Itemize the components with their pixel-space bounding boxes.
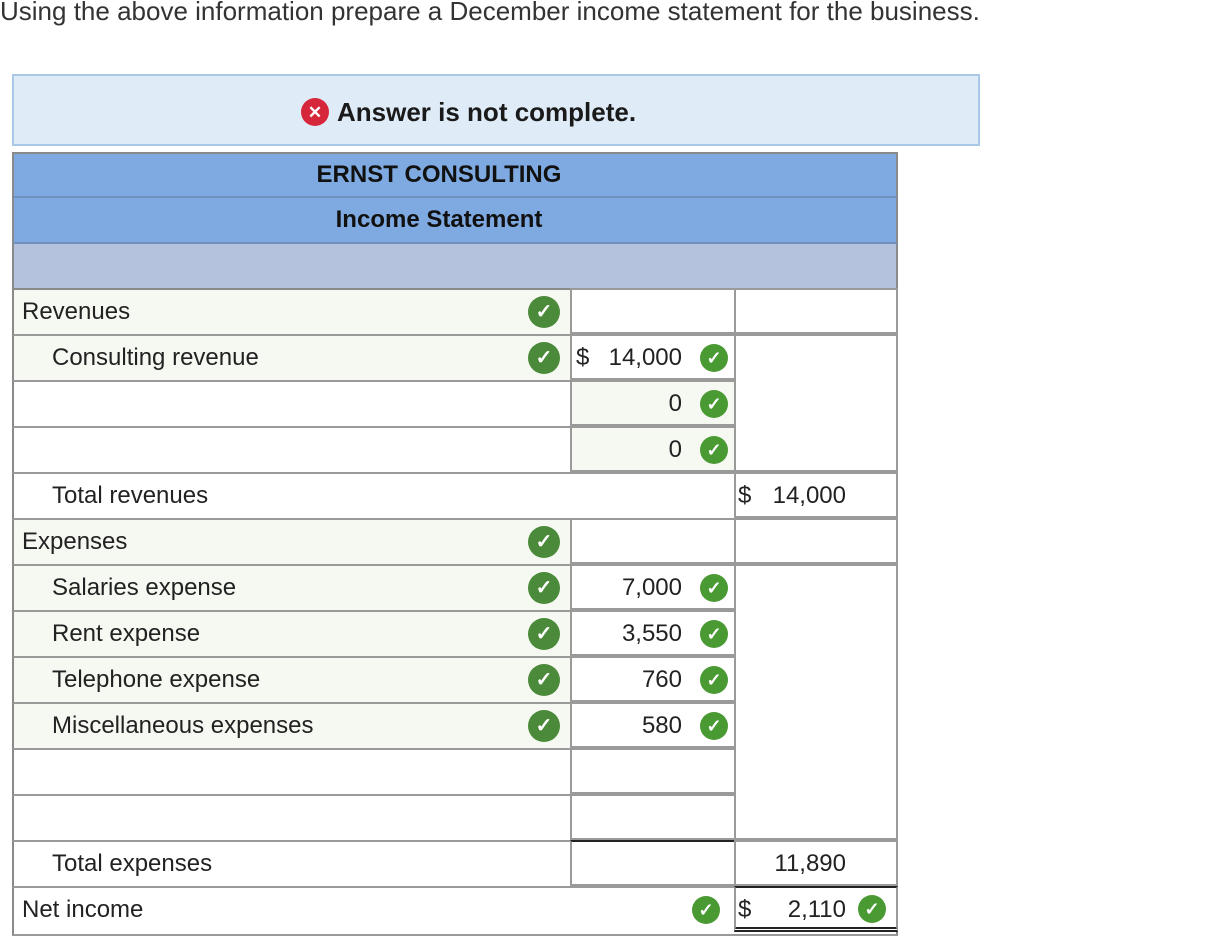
telephone-expense-value: 760 — [641, 666, 682, 693]
x-icon: ✕ — [301, 98, 329, 126]
telephone-expense-label[interactable]: Telephone expense — [52, 666, 261, 693]
amount-cell — [570, 840, 736, 886]
statement-title-row — [12, 198, 898, 244]
check-icon: ✓ — [528, 296, 560, 328]
misc-expense-value: 580 — [641, 712, 682, 739]
check-icon: ✓ — [700, 574, 728, 602]
blank-expense-amount-input[interactable] — [570, 794, 736, 840]
revenues-label[interactable]: Revenues — [22, 298, 131, 325]
net-income-input[interactable] — [734, 886, 898, 932]
total-expenses-row — [12, 842, 898, 888]
total-cell — [734, 426, 898, 472]
amount-cell — [570, 518, 736, 564]
check-icon: ✓ — [528, 618, 560, 650]
blank-revenue-amount-input[interactable] — [570, 426, 736, 472]
blank-revenue-row-1 — [12, 382, 898, 428]
statement-title: Income Statement — [335, 206, 543, 233]
total-revenues-input[interactable] — [734, 472, 898, 518]
total-cell — [734, 334, 898, 380]
net-income-value: 2,110 — [787, 896, 846, 923]
check-icon: ✓ — [700, 344, 728, 372]
net-income-row — [12, 888, 898, 936]
total-expenses-value: 11,890 — [774, 850, 846, 877]
blank-revenue-amount-input[interactable] — [570, 380, 736, 426]
misc-expense-row — [12, 704, 898, 750]
salaries-expense-label[interactable]: Salaries expense — [52, 574, 237, 601]
consulting-revenue-amount-input[interactable] — [570, 334, 736, 380]
answer-status-text: Answer is not complete. — [337, 96, 637, 127]
check-icon: ✓ — [858, 895, 886, 923]
net-income-label: Net income — [22, 896, 144, 923]
total-revenues-label: Total revenues — [52, 482, 209, 509]
rent-expense-label[interactable]: Rent expense — [52, 620, 201, 647]
total-expenses-label: Total expenses — [52, 850, 213, 877]
salaries-expense-value: 7,000 — [621, 574, 682, 601]
rent-expense-value: 3,550 — [621, 620, 682, 647]
blank-expense-amount-input[interactable] — [570, 748, 736, 794]
rent-expense-amount-input[interactable] — [570, 610, 736, 656]
answer-status-banner — [12, 74, 980, 146]
blank-revenue-row-2 — [12, 428, 898, 474]
total-cell — [734, 748, 898, 794]
dollar-sign: $ — [738, 896, 752, 923]
total-cell — [734, 564, 898, 610]
rent-expense-row — [12, 612, 898, 658]
company-name: ERNST CONSULTING — [316, 161, 562, 188]
expenses-row — [12, 520, 898, 566]
total-revenues-value: 14,000 — [772, 482, 846, 509]
check-icon: ✓ — [528, 572, 560, 604]
total-cell — [734, 794, 898, 840]
blank-expense-row-1 — [12, 750, 898, 796]
consulting-revenue-row — [12, 336, 898, 382]
salaries-expense-amount-input[interactable] — [570, 564, 736, 610]
revenues-row — [12, 290, 898, 336]
check-icon: ✓ — [528, 710, 560, 742]
check-icon: ✓ — [528, 526, 560, 558]
blank-expense-row-2 — [12, 796, 898, 842]
statement-period-row[interactable] — [12, 244, 898, 290]
telephone-expense-row — [12, 658, 898, 704]
total-cell — [734, 656, 898, 702]
check-icon: ✓ — [700, 666, 728, 694]
total-cell — [734, 518, 898, 564]
check-icon: ✓ — [700, 436, 728, 464]
total-expenses-input[interactable] — [734, 840, 898, 886]
misc-expense-amount-input[interactable] — [570, 702, 736, 748]
expenses-label[interactable]: Expenses — [22, 528, 128, 555]
check-icon: ✓ — [528, 342, 560, 374]
total-cell — [734, 610, 898, 656]
total-cell — [734, 288, 898, 334]
instruction-text: Using the above information prepare a December income statement for the business. — [0, 0, 980, 26]
company-name-row — [12, 152, 898, 198]
amount-cell — [570, 288, 736, 334]
misc-expense-label[interactable]: Miscellaneous expenses — [52, 712, 314, 739]
blank-revenue-value: 0 — [668, 390, 682, 417]
total-revenues-row — [12, 474, 898, 520]
check-icon: ✓ — [700, 390, 728, 418]
blank-revenue-value: 0 — [668, 436, 682, 463]
total-cell — [734, 702, 898, 748]
total-cell — [734, 380, 898, 426]
check-icon: ✓ — [692, 896, 720, 924]
consulting-revenue-label[interactable]: Consulting revenue — [52, 344, 259, 371]
dollar-sign: $ — [576, 344, 590, 371]
consulting-revenue-value: 14,000 — [608, 344, 682, 371]
check-icon: ✓ — [528, 664, 560, 696]
dollar-sign: $ — [738, 482, 752, 509]
telephone-expense-amount-input[interactable] — [570, 656, 736, 702]
salaries-expense-row — [12, 566, 898, 612]
check-icon: ✓ — [700, 712, 728, 740]
check-icon: ✓ — [700, 620, 728, 648]
